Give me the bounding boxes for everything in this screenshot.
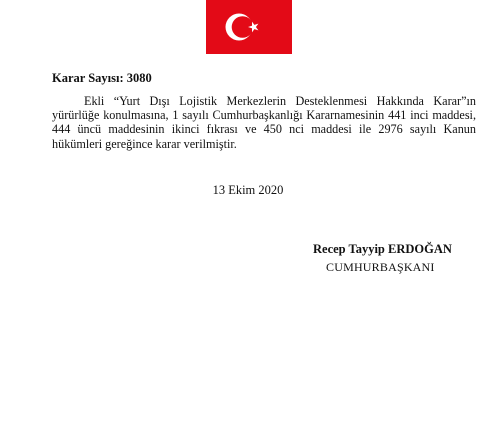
decision-date: 13 Ekim 2020 [212, 183, 284, 197]
decision-number: Karar Sayısı: 3080 [52, 71, 152, 85]
turkish-flag-icon [206, 0, 292, 54]
signer-name: Recep Tayyip ERDOĞAN [313, 242, 452, 256]
decision-body-text: Ekli “Yurt Dışı Lojistik Merkezlerin Desteklenmesi Hakkında Karar”ın yürürlüğe konulmasına, 1 sayılı Cumhurbaşkanlığı Kararnamesinin 441 inci maddesi, 444 üncü maddesinin ikinci fıkrası ve 450 nci maddesi ile 2976 sayılı Kanun hükümleri gereğince karar verilmiştir. [52, 94, 476, 151]
signer-title: CUMHURBAŞKANI [326, 260, 435, 274]
